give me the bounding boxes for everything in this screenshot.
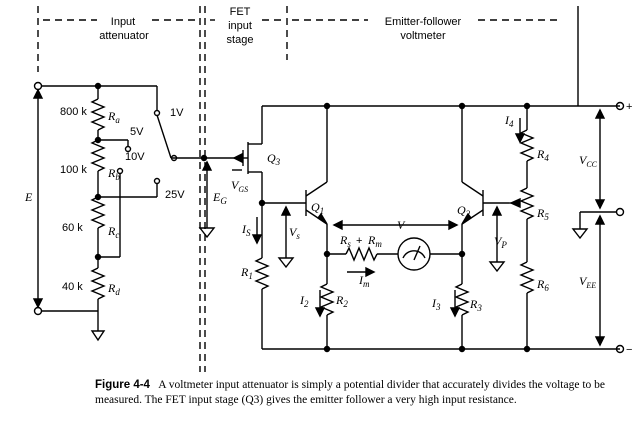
svg-text:R3 xyxy=(469,297,482,313)
label-R5-sub: 5 xyxy=(544,212,549,222)
svg-text:Rs xyxy=(339,233,351,249)
section-label-follower-2: voltmeter xyxy=(400,30,446,42)
svg-text:I4 xyxy=(504,113,514,129)
label-I2-sub: 2 xyxy=(304,299,309,309)
label-R2-sub: 2 xyxy=(343,299,348,309)
label-R1: R xyxy=(241,265,249,279)
section-label-fet-1: FET xyxy=(229,6,251,18)
label-I2: I xyxy=(300,293,304,307)
label-Ra: R xyxy=(108,109,116,123)
label-VCC: V xyxy=(579,153,587,167)
svg-text:R6 xyxy=(536,277,549,293)
section-label-attenuator-2: attenuator xyxy=(99,30,149,42)
svg-text:R2 xyxy=(335,293,348,309)
svg-text:VEE xyxy=(579,274,596,290)
label-EG: E xyxy=(213,190,221,204)
figure-number: Figure 4-4 xyxy=(95,379,150,391)
resistor-value-40k: 40 k xyxy=(62,281,83,293)
label-VP: V xyxy=(494,234,502,248)
label-R4: R xyxy=(537,147,545,161)
svg-text:R1 xyxy=(240,265,253,281)
label-I4: I xyxy=(505,113,509,127)
label-Ra-sub: a xyxy=(115,115,120,125)
label-Rm: R xyxy=(368,233,376,247)
transistor-q2 xyxy=(460,104,510,352)
figure-caption-text: A voltmeter input attenuator is simply a potential divider that accurately divides the voltage to be measured. The FET input stage (Q3) gives the emitter follower a very high input resistance. xyxy=(95,379,606,406)
label-Vs: V xyxy=(289,225,297,239)
label-Q2-sub: 2 xyxy=(465,209,471,219)
label-I3-sub: 3 xyxy=(436,302,441,312)
label-VP-sub: P xyxy=(501,240,507,250)
section-label-fet-3: stage xyxy=(226,34,254,46)
label-Vs-sub: s xyxy=(296,231,300,241)
label-Im: I xyxy=(359,273,363,287)
svg-text:VGS xyxy=(231,178,248,194)
label-VEE-sub: EE xyxy=(586,281,597,290)
fet-input-stage xyxy=(200,106,262,237)
range-10v: 10V xyxy=(125,151,145,163)
label-Im-sub: m xyxy=(363,279,370,289)
label-IS-sub: S xyxy=(246,228,251,238)
label-Q3-sub: 3 xyxy=(275,157,281,167)
label-minus: − xyxy=(626,344,633,356)
label-EG-sub: G xyxy=(220,196,227,206)
label-Rb-sub: b xyxy=(115,172,120,182)
range-5v: 5V xyxy=(130,126,144,138)
label-VGS: V xyxy=(231,178,239,192)
svg-text:EG xyxy=(212,190,227,206)
svg-text:VCC xyxy=(579,153,598,169)
label-plus-mid: + xyxy=(356,235,363,247)
label-VEE: V xyxy=(579,274,587,288)
label-VGS-sub: GS xyxy=(238,185,249,194)
label-R6: R xyxy=(537,277,545,291)
label-Q2: Q xyxy=(457,203,466,217)
label-I4-sub: 4 xyxy=(509,119,514,129)
label-Rd-sub: d xyxy=(115,287,120,297)
section-label-fet-2: input xyxy=(228,20,252,32)
section-label-follower-1: Emitter-follower xyxy=(384,16,462,28)
svg-text:I2 xyxy=(299,293,309,309)
svg-text:VP xyxy=(494,234,507,250)
label-R6-sub: 6 xyxy=(544,283,549,293)
label-R2: R xyxy=(336,293,344,307)
svg-text:R5 xyxy=(536,206,549,222)
label-Rc: R xyxy=(108,224,116,238)
section-boundaries xyxy=(38,6,560,372)
label-Rs-sub: s xyxy=(347,239,351,249)
svg-text:Q2 xyxy=(457,203,471,219)
label-Rb: R xyxy=(108,166,116,180)
label-Rm-sub: m xyxy=(375,239,382,249)
label-R3: R xyxy=(470,297,478,311)
label-plus: + xyxy=(626,101,633,113)
label-Rd: R xyxy=(108,281,116,295)
resistor-value-100k: 100 k xyxy=(60,164,87,176)
label-Q1: Q xyxy=(311,200,320,214)
resistor-value-60k: 60 k xyxy=(62,222,83,234)
figure-caption xyxy=(95,378,615,408)
range-25v: 25V xyxy=(165,189,185,201)
svg-text:Q3 xyxy=(267,151,281,167)
label-R1-sub: 1 xyxy=(248,271,253,281)
svg-text:Rd xyxy=(107,281,120,297)
resistor-value-800k: 800 k xyxy=(60,106,87,118)
label-IS: I xyxy=(242,222,246,236)
range-1v: 1V xyxy=(170,107,184,119)
svg-text:Ra xyxy=(107,109,120,125)
label-Rc-sub: c xyxy=(115,230,120,240)
label-I3: I xyxy=(432,296,436,310)
label-Q3: Q xyxy=(267,151,276,165)
label-E: E xyxy=(25,190,33,204)
label-R3-sub: 3 xyxy=(477,303,482,313)
svg-text:Q1 xyxy=(311,200,324,216)
label-Q1-sub: 1 xyxy=(319,206,325,216)
svg-text:R4 xyxy=(536,147,549,163)
svg-text:Vs xyxy=(289,225,300,241)
svg-text:IS xyxy=(241,222,251,238)
label-R4-sub: 4 xyxy=(544,153,549,163)
svg-text:I3 xyxy=(431,296,441,312)
label-V: V xyxy=(397,218,405,232)
label-Rs: R xyxy=(340,233,348,247)
svg-text:Rc xyxy=(107,224,119,240)
label-VCC-sub: CC xyxy=(586,160,598,169)
section-label-attenuator-1: Input xyxy=(110,16,136,28)
label-R5: R xyxy=(537,206,545,220)
svg-text:Rm xyxy=(367,233,382,249)
